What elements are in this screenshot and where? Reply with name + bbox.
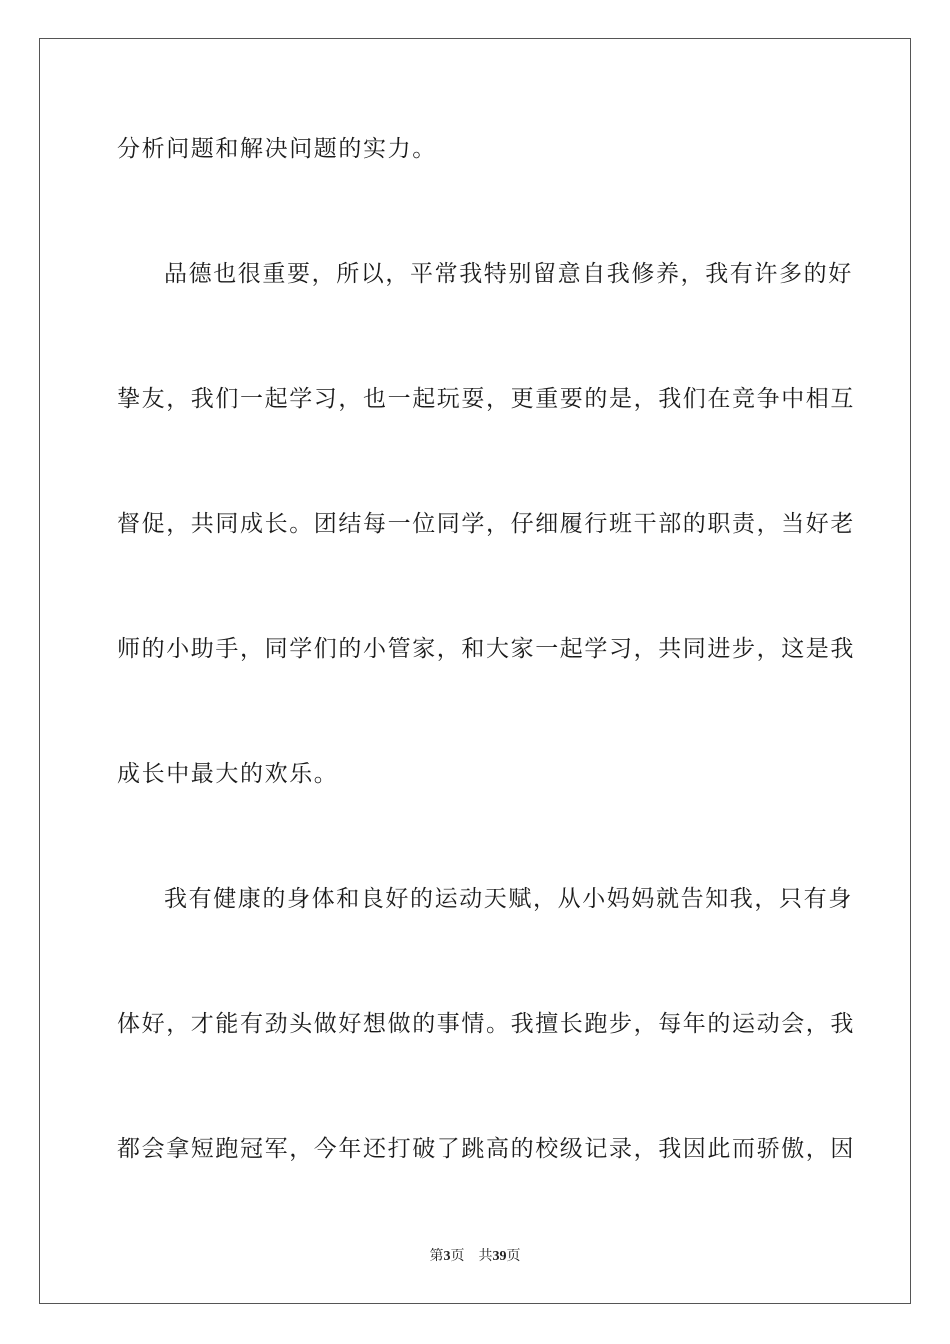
current-page-number: 3: [443, 1249, 451, 1264]
paragraph-first-line: 品德也很重要，所以，平常我特别留意自我修养，我有许多的好: [164, 261, 853, 287]
text-line: 督促，共同成长。团结每一位同学，仔细履行班干部的职责，当好老: [117, 511, 855, 537]
text-line: 都会拿短跑冠军，今年还打破了跳高的校级记录，我因此而骄傲，因: [117, 1136, 855, 1162]
text-line: 体好，才能有劲头做好想做的事情。我擅长跑步，每年的运动会，我: [117, 1011, 855, 1037]
text-line: 成长中最大的欢乐。: [117, 761, 339, 787]
text-line: 师的小助手，同学们的小管家，和大家一起学习，共同进步，这是我: [117, 636, 855, 662]
paragraph-first-line: 我有健康的身体和良好的运动天赋，从小妈妈就告知我，只有身: [164, 886, 853, 912]
page-prefix: 第: [429, 1249, 444, 1264]
total-suffix: 页: [506, 1249, 521, 1264]
page-footer: [0, 1248, 950, 1266]
total-page-count: 39: [492, 1249, 507, 1264]
page-suffix: 页: [450, 1249, 465, 1264]
text-line: 挚友，我们一起学习，也一起玩耍，更重要的是，我们在竞争中相互: [117, 386, 855, 412]
page-border: [39, 38, 911, 1304]
total-prefix: 共: [478, 1249, 493, 1264]
text-line: 分析问题和解决问题的实力。: [117, 136, 437, 162]
